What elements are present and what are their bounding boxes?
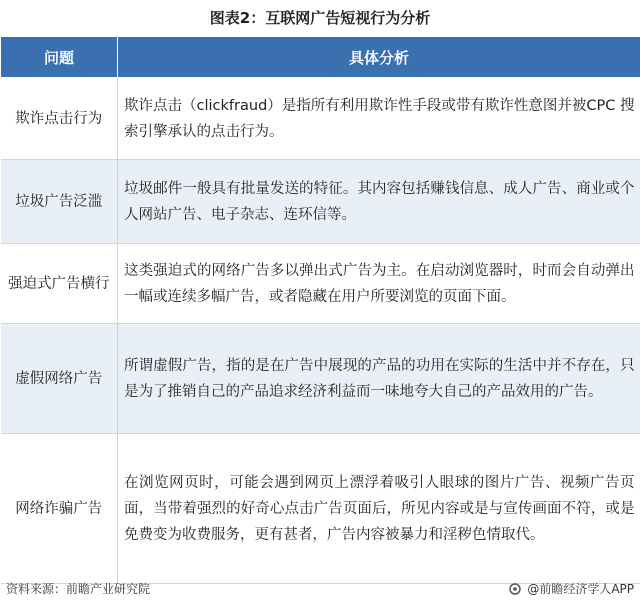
row-analysis: 在浏览网页时，可能会遇到网页上漂浮着吸引人眼球的图片广告、视频广告页面，当带着强烈的好奇心点击广告页面后，所见内容或是与宣传画面不符，或是免费变为收费服务，更有甚者，广告内容被暴力和淫秽色情取代。: [118, 434, 640, 584]
table-row: [1, 434, 640, 584]
table-header-row: [1, 37, 640, 78]
table-row: [1, 78, 640, 160]
footer: [0, 572, 640, 601]
table-row: [1, 244, 640, 324]
row-problem: 欺诈点击行为: [1, 78, 118, 160]
header-problem: 问题: [1, 37, 118, 78]
row-problem: 网络诈骗广告: [1, 434, 118, 584]
row-analysis: 所谓虚假广告，指的是在广告中展现的产品的功用在实际的生活中并不存在，只是为了推销自己的产品追求经济利益而一味地夸大自己的产品效用的广告。: [118, 324, 640, 434]
row-problem: 强迫式广告横行: [1, 244, 118, 324]
row-analysis: 欺诈点击（clickfraud）是指所有利用欺诈性手段或带有欺诈性意图并被CPC 搜索引擎承认的点击行为。: [118, 78, 640, 160]
figure-title: 图表2：互联网广告短视行为分析: [209, 9, 431, 27]
table-row: [1, 160, 640, 244]
row-analysis: 垃圾邮件一般具有批量发送的特征。其内容包括赚钱信息、成人广告、商业或个人网站广告、电子杂志、连环信等。: [118, 160, 640, 244]
brand-text: @前瞻经济学人APP: [527, 582, 634, 596]
qianzhan-logo-icon: [509, 583, 521, 598]
row-analysis: 这类强迫式的网络广告多以弹出式广告为主。在启动浏览器时，时而会自动弹出一幅或连续多幅广告，或者隐藏在用户所要浏览的页面下面。: [118, 244, 640, 324]
source-note: 资料来源：前瞻产业研究院: [6, 582, 151, 596]
row-problem: 垃圾广告泛滥: [1, 160, 118, 244]
header-analysis: 具体分析: [118, 37, 640, 78]
table-row: [1, 324, 640, 434]
row-problem: 虚假网络广告: [1, 324, 118, 434]
brand-credit: [509, 580, 634, 598]
analysis-table: [0, 36, 640, 584]
